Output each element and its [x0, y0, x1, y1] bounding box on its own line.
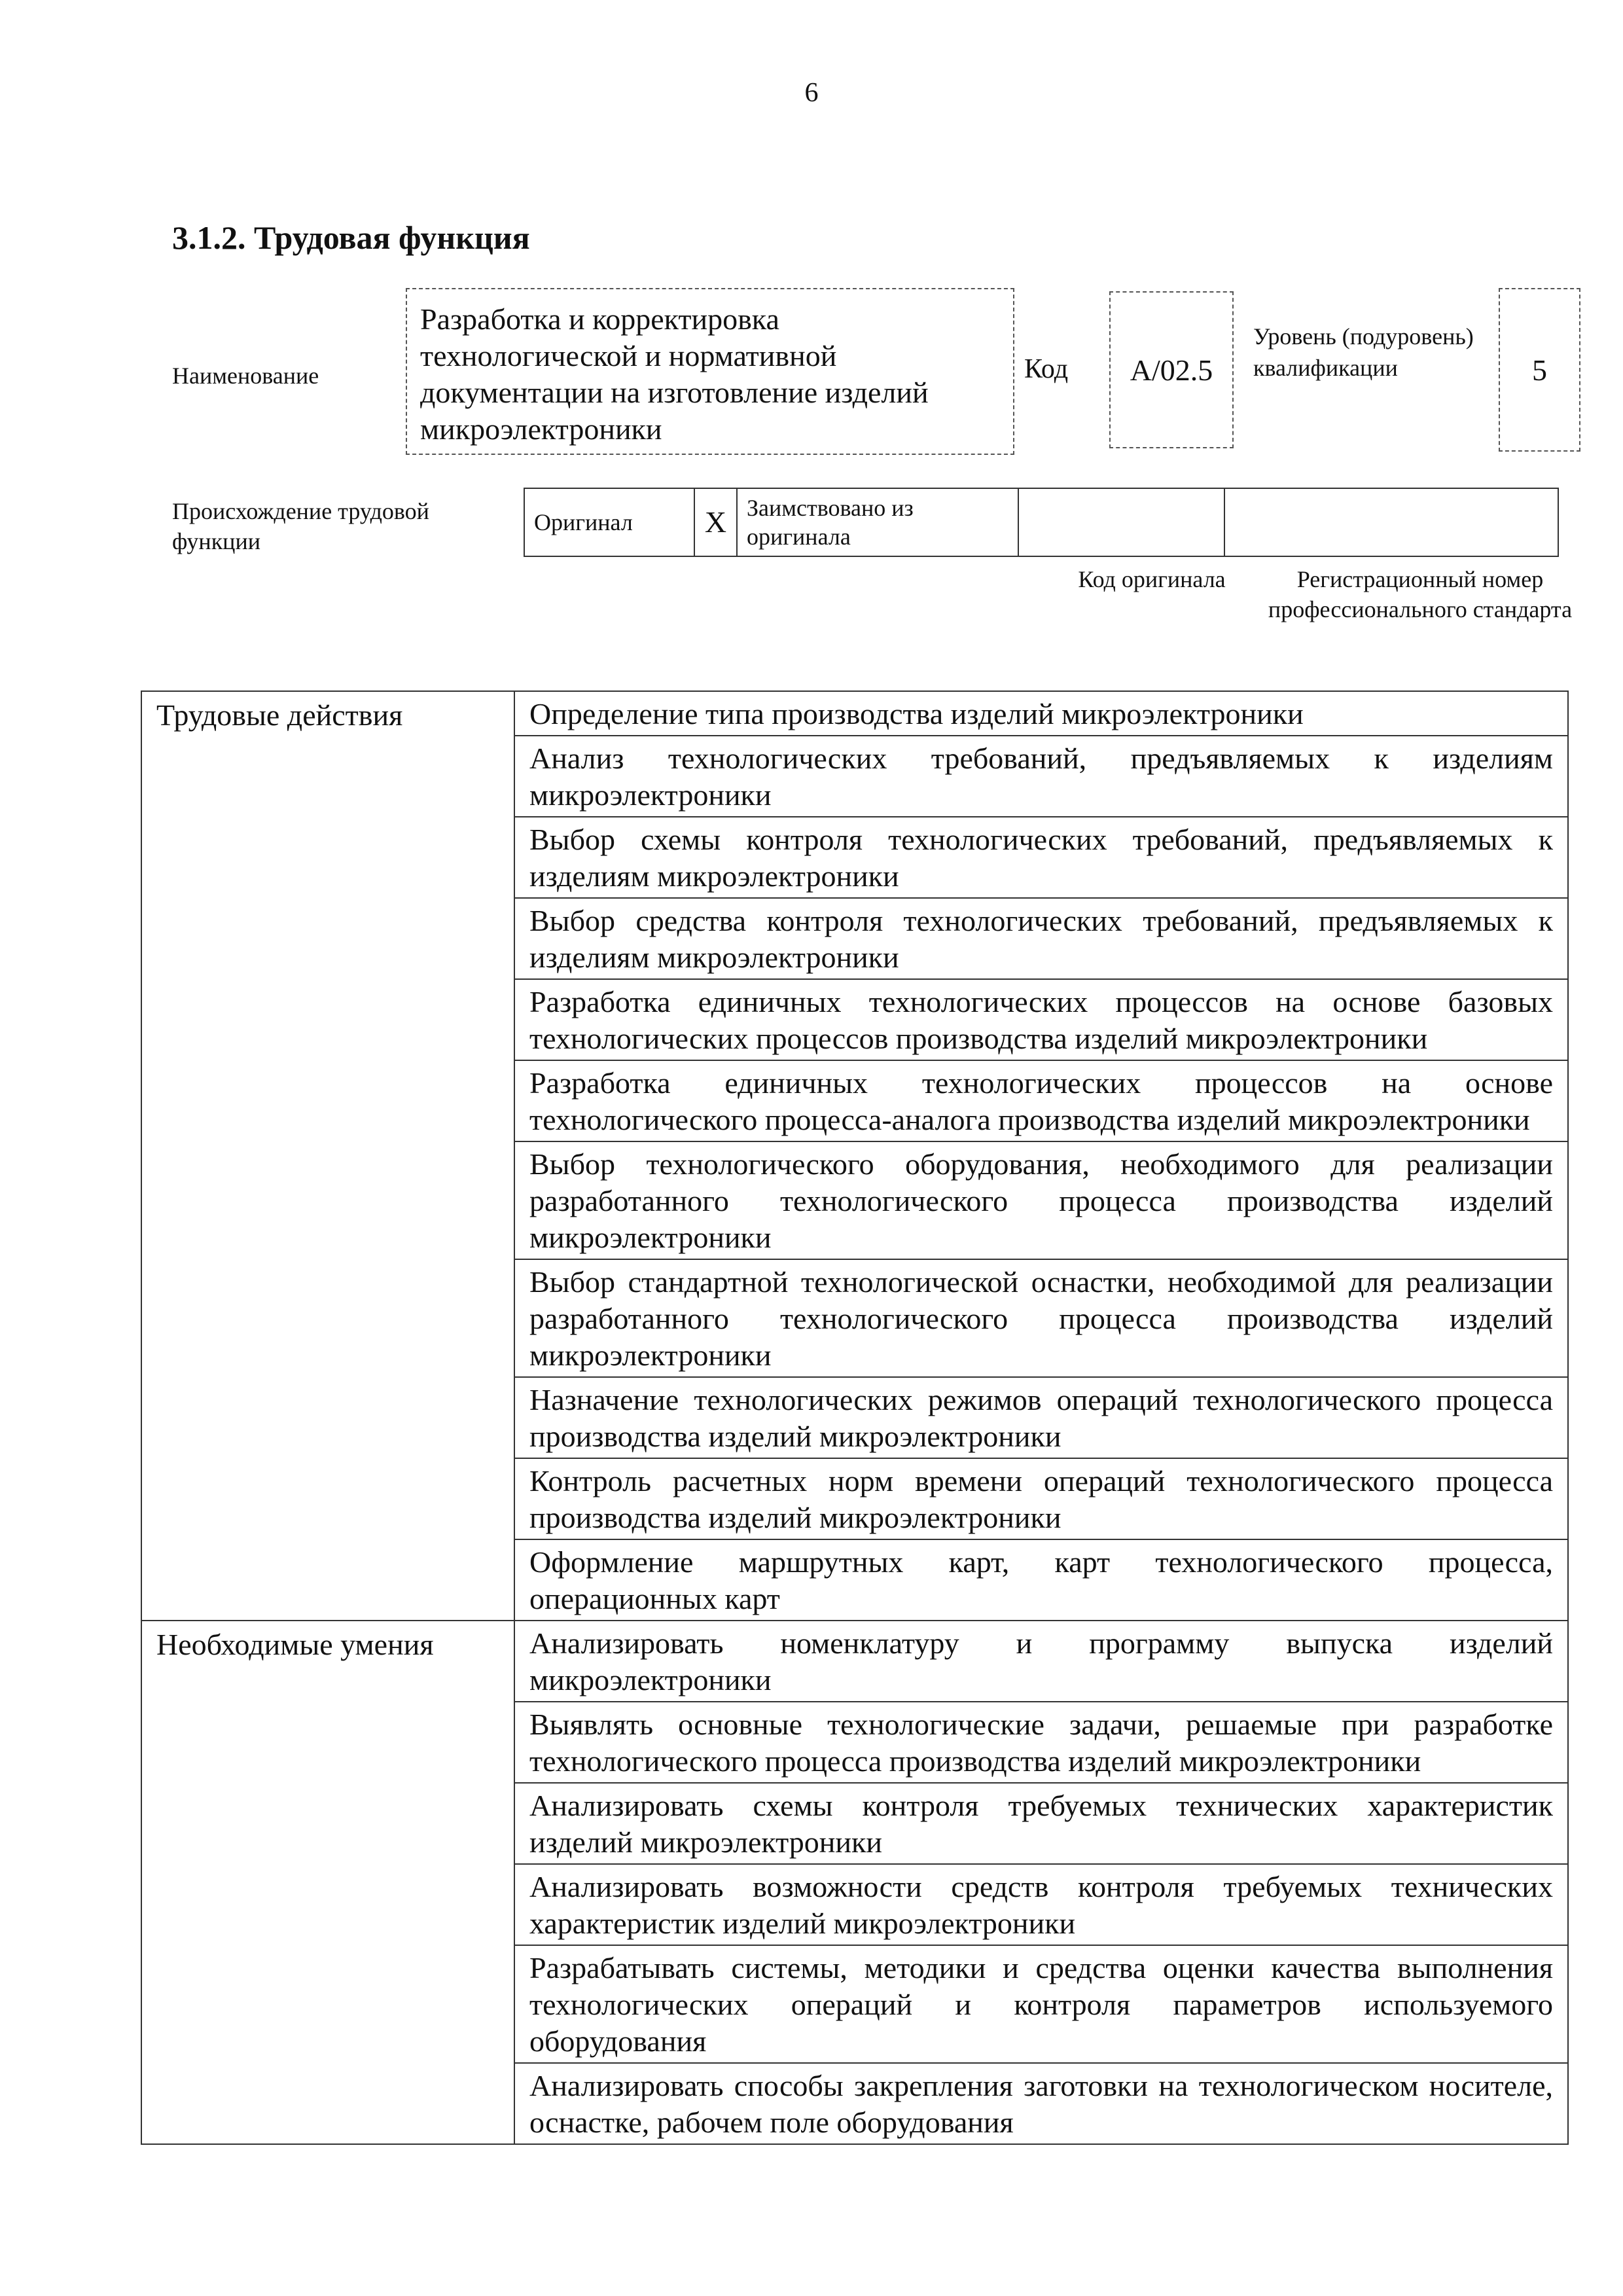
section-item: Назначение технологических режимов операций технологического процесса производства изделий микроэлектроники	[514, 1377, 1568, 1458]
section-item: Анализировать способы закрепления заготовки на технологическом носителе, оснастке, рабочем поле оборудования	[514, 2063, 1568, 2144]
section-item: Анализировать схемы контроля требуемых технических характеристик изделий микроэлектроники	[514, 1783, 1568, 1864]
original-label: Оригинал	[524, 488, 694, 556]
origin-label: Происхождение трудовой функции	[172, 498, 429, 554]
section-heading: Необходимые умения	[141, 1621, 514, 2144]
section-item: Выбор схемы контроля технологических требований, предъявляемых к изделиям микроэлектроники	[514, 817, 1568, 898]
original-mark: X	[694, 488, 737, 556]
code-value: A/02.5	[1109, 291, 1234, 448]
section-item: Анализировать номенклатуру и программу выпуска изделий микроэлектроники	[514, 1621, 1568, 1702]
level-value: 5	[1499, 288, 1580, 452]
section-title: 3.1.2. Трудовая функция	[172, 219, 530, 256]
section-heading: Трудовые действия	[141, 691, 514, 1621]
table-row	[141, 691, 1568, 736]
section-item: Анализировать возможности средств контроля требуемых технических характеристик изделий микроэлектроники	[514, 1864, 1568, 1945]
section-item: Выявлять основные технологические задачи, решаемые при разработке технологического процесса производства изделий микроэлектроники	[514, 1702, 1568, 1783]
section-item: Выбор технологического оборудования, необходимого для реализации разработанного технологического процесса производства изделий микроэлектроники	[514, 1141, 1568, 1259]
labor-function-table	[141, 691, 1569, 2145]
section-item: Анализ технологических требований, предъявляемых к изделиям микроэлектроники	[514, 736, 1568, 817]
level-label: Уровень (подуровень) квалификации	[1253, 323, 1474, 381]
reg-number-cell	[1224, 488, 1558, 556]
section-item: Выбор средства контроля технологических требований, предъявляемых к изделиям микроэлектроники	[514, 898, 1568, 979]
code-label: Код	[1024, 354, 1069, 384]
section-item: Контроль расчетных норм времени операций технологического процесса производства изделий микроэлектроники	[514, 1458, 1568, 1539]
name-label: Наименование	[172, 363, 319, 389]
section-item: Оформление маршрутных карт, карт технологического процесса, операционных карт	[514, 1539, 1568, 1621]
page-number: 6	[804, 78, 819, 108]
borrowed-label: Заимствовано из оригинала	[737, 488, 1018, 556]
name-value: Разработка и корректировка технологической и нормативной документации на изготовление изделий микроэлектроники	[406, 288, 1014, 455]
table-row	[141, 1621, 1568, 1702]
section-item: Выбор стандартной технологической оснастки, необходимой для реализации разработанного технологического процесса производства изделий микроэлектроники	[514, 1259, 1568, 1377]
origin-table	[524, 488, 1559, 557]
section-item: Определение типа производства изделий микроэлектроники	[514, 691, 1568, 736]
original-code-cell	[1018, 488, 1224, 556]
section-item: Разработка единичных технологических процессов на основе технологического процесса-аналога производства изделий микроэлектроники	[514, 1060, 1568, 1141]
section-item: Разрабатывать системы, методики и средства оценки качества выполнения технологических операций и контроля параметров используемого оборудования	[514, 1945, 1568, 2063]
caption-reg-number: Регистрационный номер профессионального стандарта	[1268, 566, 1573, 622]
section-item: Разработка единичных технологических процессов на основе базовых технологических процессов производства изделий микроэлектроники	[514, 979, 1568, 1060]
caption-original-code: Код оригинала	[1078, 566, 1226, 592]
